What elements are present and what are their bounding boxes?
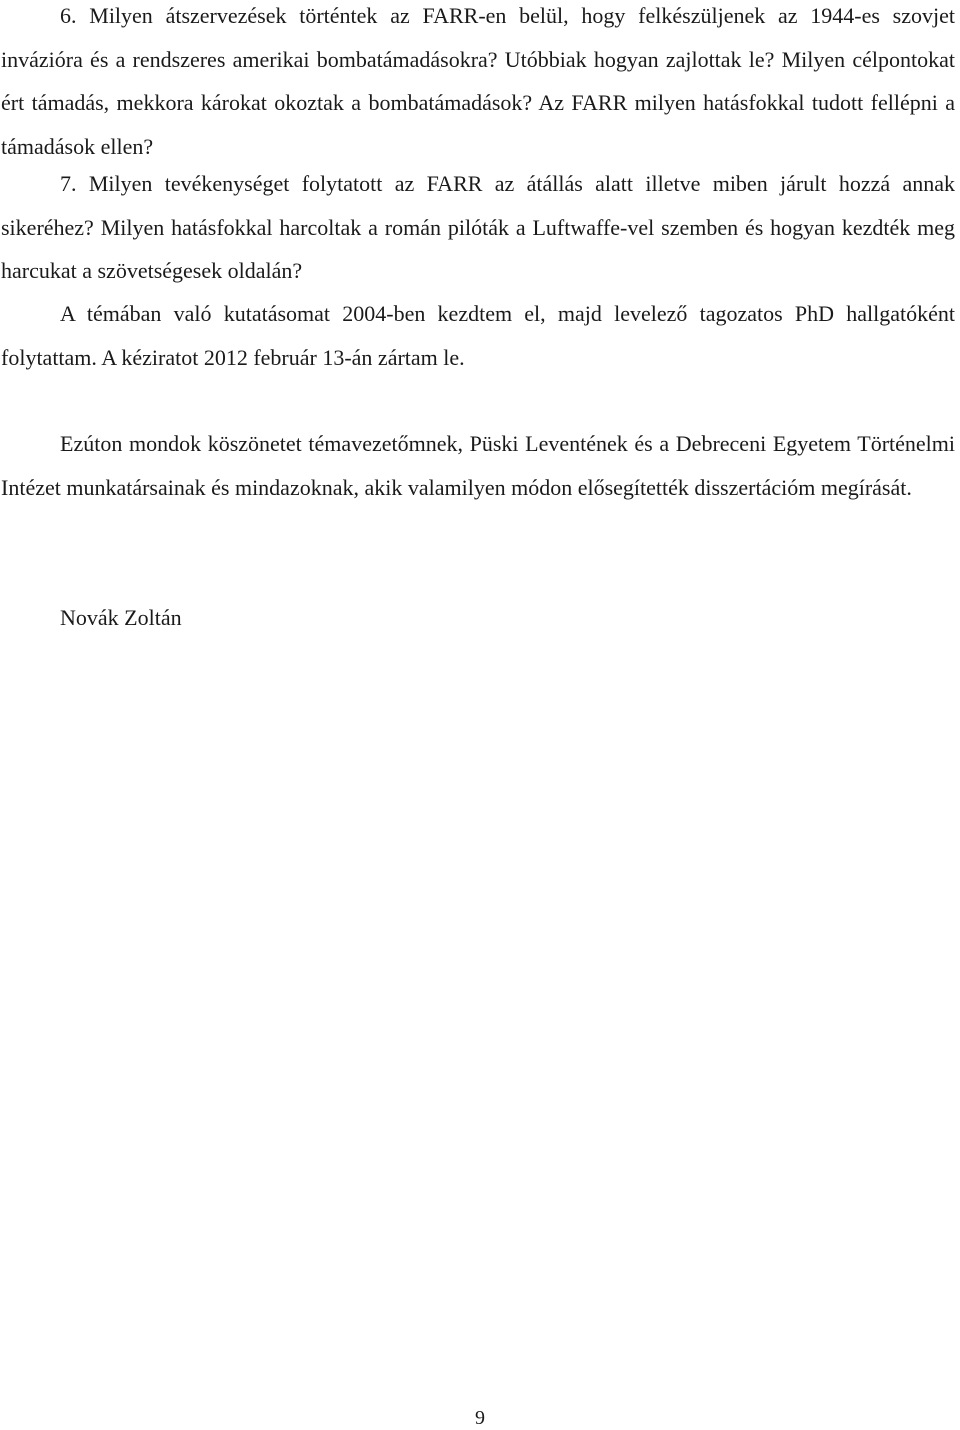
research-question-7: 7. Milyen tevékenységet folytatott az FARR az átállás alatt illetve miben járult hozzá annak sikeréhez? Milyen hatásfokkal harcoltak a román pilóták a Luftwaffe-vel szemben és hogyan kezdték meg harcukat a szövetségesek oldalán? <box>1 171 955 284</box>
author-signature: Novák Zoltán <box>60 605 182 630</box>
page-number: 9 <box>475 1407 485 1429</box>
research-question-6: 6. Milyen átszervezések történtek az FARR-en belül, hogy felkészüljenek az 1944-es szovjet invázióra és a rendszeres amerikai bombatámadásokra? Utóbbiak hogyan zajlottak le? Milyen célpontokat ért támadás, mekkora károkat okoztak a bombatámadások? Az FARR milyen hatásfokkal tudott fellépni a támadások ellen? <box>1 3 955 159</box>
research-timeline-paragraph: A témában való kutatásomat 2004-ben kezdtem el, majd levelező tagozatos PhD hallgatóként folytattam. A kéziratot 2012 február 13-án zártam le. <box>1 301 955 370</box>
acknowledgement-paragraph: Ezúton mondok köszönetet témavezetőmnek, Püski Leventének és a Debreceni Egyetem Történelmi Intézet munkatársainak és mindazoknak, akik valamilyen módon elősegítették disszertációm megírását. <box>1 431 955 500</box>
